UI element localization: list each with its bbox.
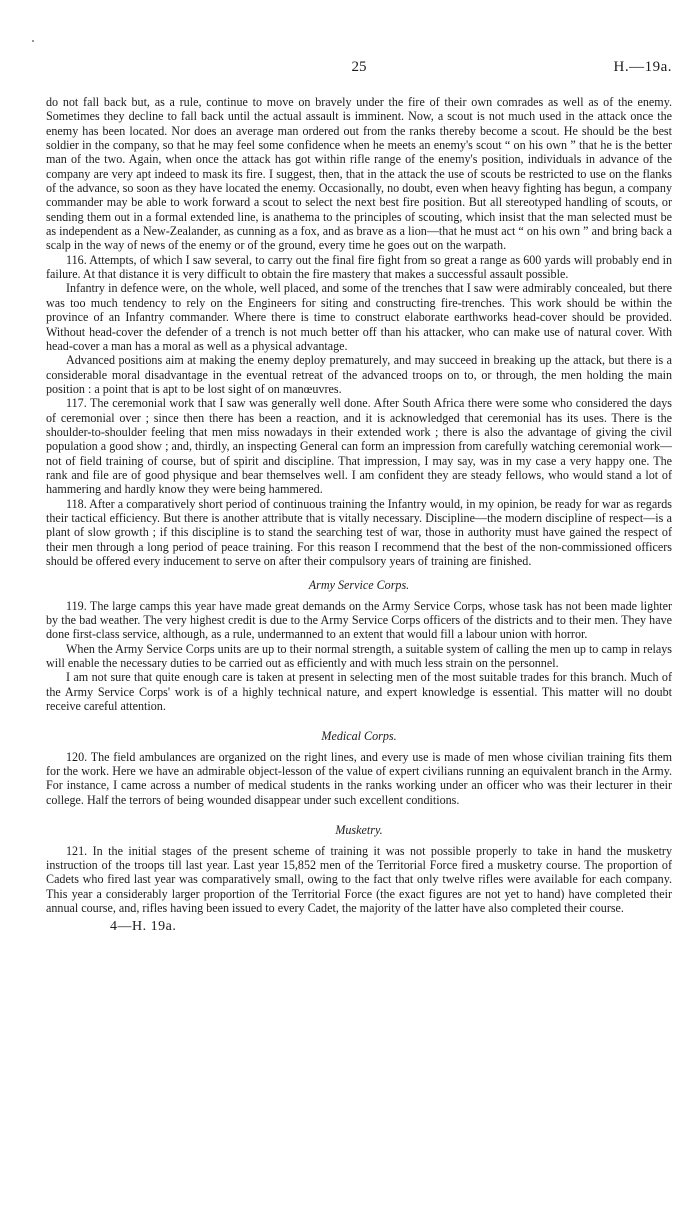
paragraph-116-defence: Infantry in defence were, on the whole, well placed, and some of the trenches that I saw were admirably concealed, but there was too much tendency to rely on the Engineers for siting and constructing fire-trenches. This work should be within the province of an Infantry commander. Where there is time to construct elaborate earthworks head-cover should be provided. Without head-cover the defender of a trench is not much better off than his attacker, who can make use of natural cover. With head-cover a man has a moral as well as a physical advantage. (46, 281, 672, 353)
paragraph-119-strength: When the Army Service Corps units are up to their normal strength, a suitable system of calling the men up to camp in relays will enable the necessary duties to be carried out as efficiently and with much less strain on the personnel. (46, 641, 672, 671)
paragraph-117: 117. The ceremonial work that I saw was generally well done. After South Africa there were some who considered the days of ceremonial over ; since then there has been a reaction, and it is acknowledged that ceremonial has its uses. There is the shoulder-to-shoulder feeling that men miss nowadays in their extended work ; there is also the advantage of giving the civil population a good show ; and, thirdly, an inspecting General can form an impression from carefully watching ceremonial work—not of field training of course, but of spirit and discipline. That impression, I may say, was in my case a very happy one. The rank and file are of good physique and bear themselves well. I am confident they are steady fellows, who would stand a lot of hammering and hardly know they were being hammered. (46, 396, 672, 497)
paragraph-120: 120. The field ambulances are organized on the right lines, and every use is made of men whose civilian training fits them for the work. Here we have an admirable object-lesson of the value of expert civilians running an equivalent branch in the Army. For instance, I came across a number of medical students in the ranks working under an officer who was their lecturer in their college. Half the terrors of being wounded disappear under such excellent conditions. (46, 749, 672, 807)
heading-medical-corps: Medical Corps. (321, 729, 397, 744)
heading-musketry: Musketry. (335, 823, 383, 838)
paragraph-119: 119. The large camps this year have made great demands on the Army Service Corps, whose task has not been made lighter by the bad weather. The very highest credit is due to the Army Service Corps officers of the districts and to their men. They have done first-class service, although, as a rule, undermanned to an extent that would fill a labour union with horror. (46, 598, 672, 642)
signature-mark: 4—H. 19a. (110, 919, 177, 935)
heading-army-service-corps: Army Service Corps. (308, 578, 410, 593)
paragraph-116: 116. Attempts, of which I saw several, to carry out the final fire fight from so great a range as 600 yards will probably end in failure. At that distance it is very difficult to obtain the fire mastery that makes a successful assault possible. (46, 252, 672, 282)
document-body (46, 95, 672, 935)
speck-mark (32, 40, 34, 42)
paragraph-119-trades: I am not sure that quite enough care is taken at present in selecting men of the most suitable trades for this branch. Much of the Army Service Corps' work is of a highly technical nature, and expert knowledge is essential. This matter will no doubt receive careful attention. (46, 670, 672, 714)
document-reference: H.—19a. (613, 59, 672, 75)
paragraph-continued: do not fall back but, as a rule, continue to move on bravely under the fire of their own comrades as well as of the enemy. Sometimes they decline to fall back until the actual assault is imminent. Now, a scout is not much used in the attack once the enemy has been located. Nor does an average man ordered out from the ranks thereby become a scout. He should be the best soldier in the company, so that he may feel some confidence when he meets an enemy's scout “ on his own ” that he is the better man of the two. Again, when once the attack has got within rifle range of the enemy's position, individuals in advance of the company are very apt indeed to mask its fire. I suggest, then, that in the attack the use of scouts be restricted to use on the flanks of the advance, so soon as they have located the enemy. Occasionally, no doubt, even when heavy fighting has begun, a company commander may be able to work forward a scout to select the next best fire position. But all stereotyped handling of scouts, or sending them out in a formal extended line, is anathema to the principles of scouting, which insist that the man selected must be as independent as a New-Zealander, as cunning as a fox, and as brave as a lion—that he must act “ on his own ” and bring back a scalp in the way of news of the enemy or of the ground, every time he goes out on the warpath. (46, 95, 672, 253)
page-header (46, 60, 672, 78)
page-number: 25 (351, 59, 367, 75)
paragraph-116-advanced: Advanced positions aim at making the enemy deploy prematurely, and may succeed in breaking up the attack, but there is a considerable moral disadvantage in the eventual retreat of the advanced troops on to, or through, the men holding the main position : a point that is apt to be lost sight of on manœuvres. (46, 353, 672, 396)
paragraph-118: 118. After a comparatively short period of continuous training the Infantry would, in my opinion, be ready for war as regards their tactical efficiency. But there is another attribute that is vitally necessary. Discipline—the modern discipline of respect—is a plant of slow growth ; if this discipline is to stand the searching test of war, those in authority must have gained the respect of their men through a long period of peace training. For this reason I recommend that the best of the non-commissioned officers should be offered every inducement to serve on after their compulsory years of training are finished. (46, 496, 672, 568)
paragraph-121: 121. In the initial stages of the present scheme of training it was not possible properly to take in hand the musketry instruction of the troops till last year. Last year 15,852 men of the Territorial Force fired a musketry course. The proportion of Cadets who fired last year was comparatively small, owing to the fact that only twelve rifles were available for each company. This year a considerably larger proportion of the Territorial Force (the exact figures are not yet to hand) have completed their annual course, and, rifles having been issued to every Cadet, the majority of the latter have also completed their course. (46, 843, 672, 915)
